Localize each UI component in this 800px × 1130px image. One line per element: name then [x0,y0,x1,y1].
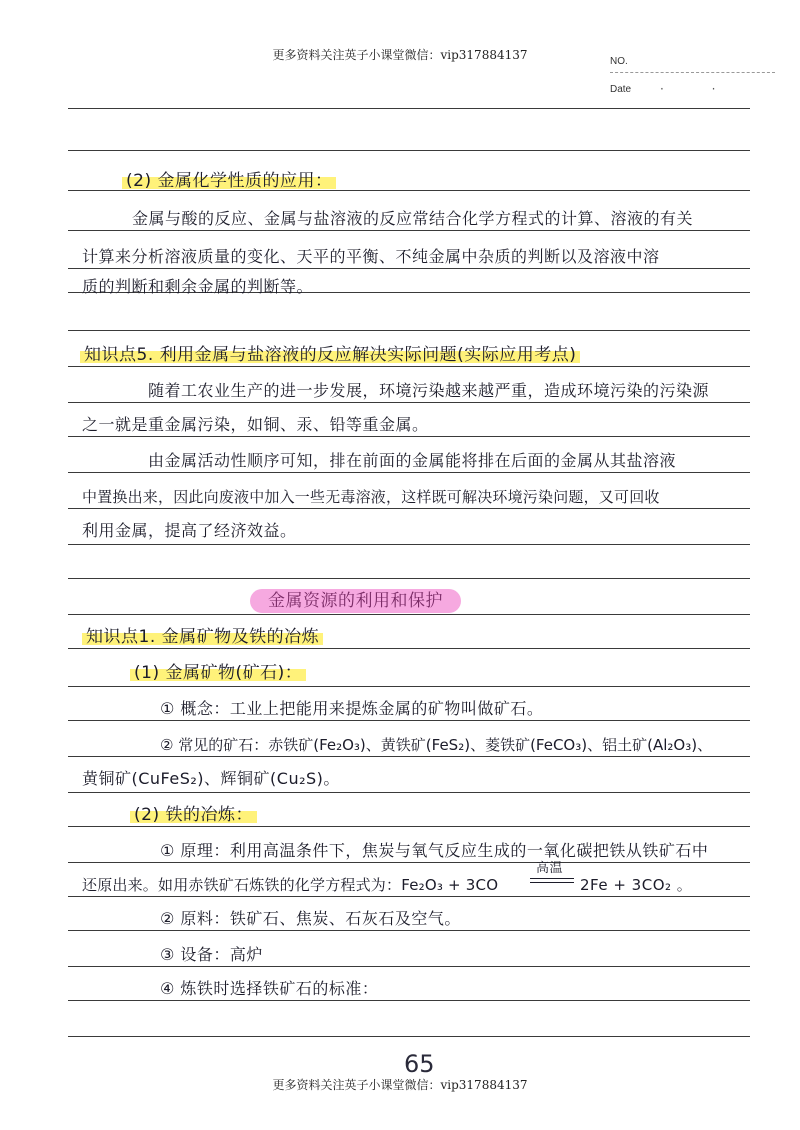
paragraph-line: 中置换出来，因此向废液中加入一些无毒溶液，这样既可解决环境污染问题，又可回收 [82,488,660,506]
equation-line: 还原出来。如用赤铁矿石炼铁的化学方程式为：Fe₂O₃ + 3CO [82,876,499,894]
paragraph-line: ④ 炼铁时选择铁矿石的标准： [160,979,379,998]
reaction-condition: 高温 [536,861,564,876]
ruled-line [68,544,750,545]
paragraph-line: 由金属活动性顺序可知，排在前面的金属能将排在后面的金属从其盐溶液 [148,451,677,470]
knowledge-point-1-heading: 知识点1. 金属矿物及铁的冶炼 [82,627,323,647]
ruled-line [68,402,750,403]
paragraph-line: 质的判断和剩余金属的判断等。 [82,277,314,296]
chapter-title: 金属资源的利用和保护 [250,589,461,613]
date-label: Date [610,84,632,95]
ruled-line [68,966,750,967]
no-dash-line [610,72,775,73]
paragraph-line: 之一就是重金属污染，如铜、汞、铅等重金属。 [82,415,429,434]
ruled-line [68,366,750,367]
ruled-line [68,720,750,721]
ruled-line [68,150,750,151]
reaction-arrow-line [530,882,574,883]
knowledge-point-5-heading: 知识点5. 利用金属与盐溶液的反应解决实际问题(实际应用考点) [80,345,580,365]
paragraph-line: ② 常见的矿石：赤铁矿(Fe₂O₃)、黄铁矿(FeS₂)、菱铁矿(FeCO₃)、铝土矿(Al₂O₃)、 [160,736,713,754]
ruled-line [68,686,750,687]
ruled-line [68,1036,750,1037]
reaction-arrow-line [530,878,574,879]
ruled-line [68,230,750,231]
paragraph-line: ② 原料：铁矿石、焦炭、石灰石及空气。 [160,909,461,928]
no-label: NO. [610,56,628,67]
ruled-line [68,330,750,331]
ruled-line [68,756,750,757]
ruled-line [68,930,750,931]
equation-product: 2Fe + 3CO₂ 。 [580,876,693,894]
header-watermark: 更多资料关注英子小课堂微信：vip317884137 [272,48,528,62]
section-heading-chemical-properties: (2) 金属化学性质的应用： [122,171,336,191]
ruled-line [68,896,750,897]
ruled-line [68,648,750,649]
ruled-line [68,614,750,615]
ruled-line [68,578,750,579]
footer-watermark: 更多资料关注英子小课堂微信：vip317884137 [272,1078,528,1092]
paragraph-line: 利用金属，提高了经济效益。 [82,521,297,540]
date-dots: · · [660,82,738,96]
paragraph-line: 计算来分析溶液质量的变化、天平的平衡、不纯金属中杂质的判断以及溶液中溶 [82,247,660,266]
ruled-line [68,792,750,793]
subheading-iron-smelting: (2) 铁的冶炼： [130,805,257,825]
paragraph-line: 金属与酸的反应、金属与盐溶液的反应常结合化学方程式的计算、溶液的有关 [132,209,694,228]
ruled-line [68,108,750,109]
ruled-line [68,472,750,473]
paragraph-line: ① 概念：工业上把能用来提炼金属的矿物叫做矿石。 [160,699,544,718]
ruled-line [68,268,750,269]
paragraph-line: ① 原理：利用高温条件下，焦炭与氧气反应生成的一氧化碳把铁从铁矿石中 [160,841,709,860]
paragraph-line: 随着工农业生产的进一步发展，环境污染越来越严重，造成环境污染的污染源 [148,381,710,400]
subheading-metal-minerals: (1) 金属矿物(矿石)： [130,663,306,683]
page-number: 65 [404,1050,435,1078]
paragraph-line: ③ 设备：高炉 [160,945,263,964]
ruled-line [68,436,750,437]
ruled-line [68,862,750,863]
ruled-line [68,1000,750,1001]
ruled-line [68,826,750,827]
ruled-line [68,508,750,509]
paragraph-line: 黄铜矿(CuFeS₂)、辉铜矿(Cu₂S)。 [82,769,340,788]
